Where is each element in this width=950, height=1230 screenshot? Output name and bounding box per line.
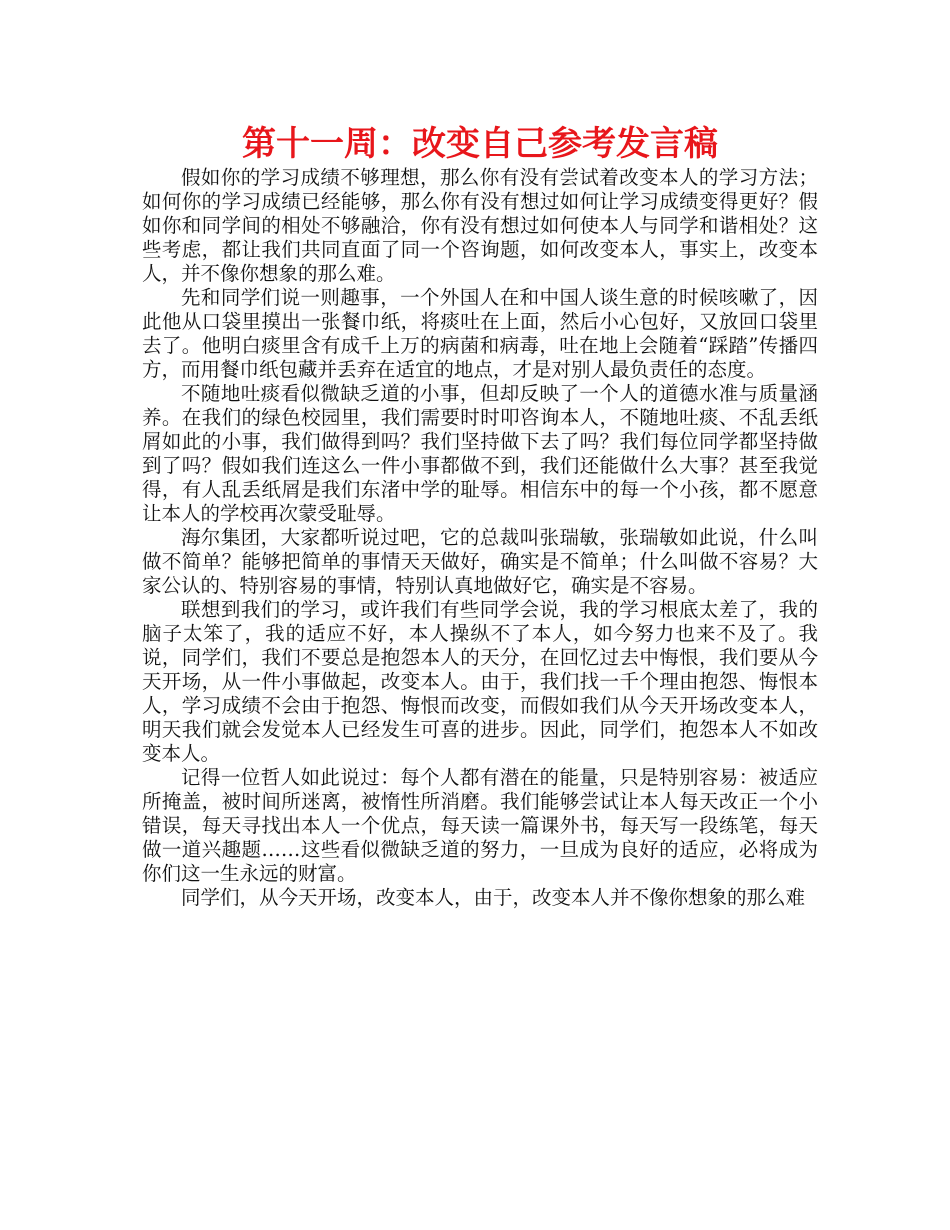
document-title: 第十一周：改变自己参考发言稿	[242, 124, 718, 164]
paragraph-4: 海尔集团，大家都听说过吧，它的总裁叫张瑞敏，张瑞敏如此说，什么叫做不简单？能够把简单的事情天天做好，确实是不简单；什么叫做不容易？大家公认的、特别容易的事情，特别认真地做好它，确实是不容易。	[142, 526, 818, 597]
paragraph-3: 不随地吐痰看似微缺乏道的小事，但却反映了一个人的道德水准与质量涵养。在我们的绿色校园里，我们需要时时叩咨询本人，不随地吐痰、不乱丢纸屑如此的小事，我们做得到吗？我们坚持做下去了吗？我们每位同学都坚持做到了吗？假如我们连这么一件小事都做不到，我们还能做什么大事？甚至我觉得，有人乱丢纸屑是我们东渚中学的耻辱。相信东中的每一个小孩，都不愿意让本人的学校再次蒙受耻辱。	[142, 382, 818, 525]
paragraph-6: 记得一位哲人如此说过：每个人都有潜在的能量，只是特别容易：被适应所掩盖，被时间所迷离，被惰性所消磨。我们能够尝试让本人每天改正一个小错误，每天寻找出本人一个优点，每天读一篇课外书，每天写一段练笔，每天做一道兴趣题……这些看似微缺乏道的努力，一旦成为良好的适应，必将成为你们这一生永远的财富。	[142, 766, 818, 885]
paragraph-5: 联想到我们的学习，或许我们有些同学会说，我的学习根底太差了，我的脑子太笨了，我的适应不好，本人操纵不了本人，如今努力也来不及了。我说，同学们，我们不要总是抱怨本人的天分，在回忆过去中悔恨，我们要从今天开场，从一件小事做起，改变本人。由于，我们找一千个理由抱怨、悔恨本人，学习成绩不会由于抱怨、悔恨而改变，而假如我们从今天开场改变本人，明天我们就会发觉本人已经发生可喜的进步。因此，同学们，抱怨本人不如改变本人。	[142, 598, 818, 765]
paragraph-2: 先和同学们说一则趣事，一个外国人在和中国人谈生意的时候咳嗽了，因此他从口袋里摸出一张餐巾纸，将痰吐在上面，然后小心包好，又放回口袋里去了。他明白痰里含有成千上万的病菌和病毒，吐在地上会随着“踩踏”传播四方，而用餐巾纸包藏并丢弃在适宜的地点，才是对别人最负责任的态度。	[142, 286, 818, 381]
paragraph-1: 假如你的学习成绩不够理想，那么你有没有尝试着改变本人的学习方法；如何你的学习成绩已经能够，那么你有没有想过如何让学习成绩变得更好？假如你和同学间的相处不够融洽，你有没有想过如何使本人与同学和谐相处？这些考虑，都让我们共同直面了同一个咨询题，如何改变本人，事实上，改变本人，并不像你想象的那么难。	[142, 166, 818, 285]
document-page	[142, 122, 818, 910]
paragraph-7: 同学们，从今天开场，改变本人，由于，改变本人并不像你想象的那么难	[181, 886, 806, 909]
